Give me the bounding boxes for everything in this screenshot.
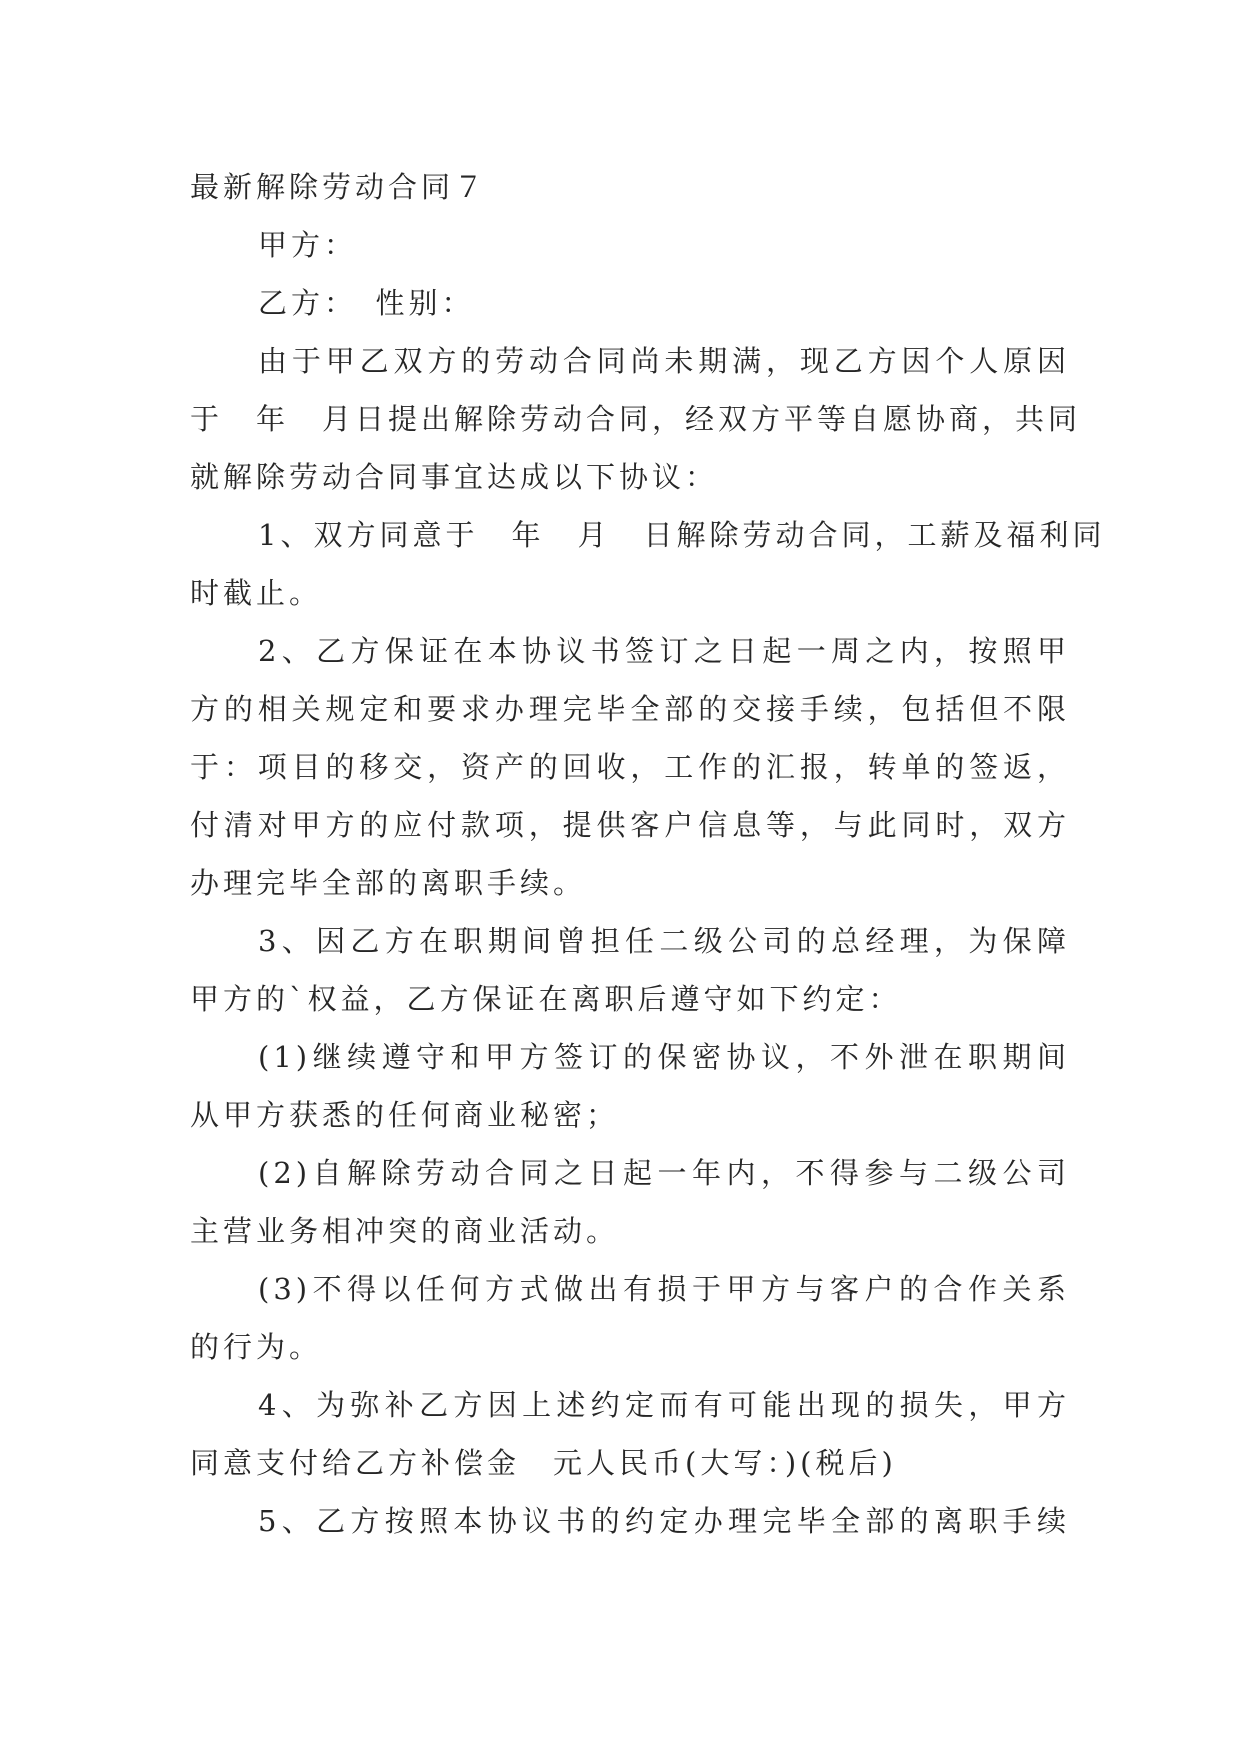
intro-line-1: 由于甲乙双方的劳动合同尚未期满，现乙方因个人原因 bbox=[258, 344, 1070, 378]
sub-clause-3-line-2: 的行为。 bbox=[190, 1330, 323, 1364]
clause-1-line-1: 1、双方同意于 年 月 日解除劳动合同，工薪及福利同 bbox=[258, 518, 1106, 552]
clause-4-line-1: 4、为弥补乙方因上述约定而有可能出现的损失，甲方 bbox=[258, 1388, 1070, 1422]
clause-2-line-3: 于：项目的移交，资产的回收，工作的汇报，转单的签返， bbox=[190, 750, 1070, 784]
clause-2-line-1: 2、乙方保证在本协议书签订之日起一周之内，按照甲 bbox=[258, 634, 1070, 668]
intro-line-3: 就解除劳动合同事宜达成以下协议： bbox=[190, 460, 719, 494]
document-body bbox=[190, 158, 1106, 1550]
clause-2-line-4: 付清对甲方的应付款项，提供客户信息等，与此同时，双方 bbox=[190, 808, 1070, 842]
party-a-line: 甲方： bbox=[258, 228, 358, 262]
clause-3-line-1: 3、因乙方在职期间曾担任二级公司的总经理，为保障 bbox=[258, 924, 1070, 958]
intro-line-2: 于 年 月日提出解除劳动合同，经双方平等自愿协商，共同 bbox=[190, 402, 1082, 436]
clause-5-line-1: 5、乙方按照本协议书的约定办理完毕全部的离职手续 bbox=[258, 1504, 1070, 1538]
sub-clause-1-line-1: (1)继续遵守和甲方签订的保密协议，不外泄在职期间 bbox=[258, 1040, 1070, 1074]
document-title: 最新解除劳动合同７ bbox=[190, 170, 488, 204]
clause-3-line-2: 甲方的`权益，乙方保证在离职后遵守如下约定： bbox=[190, 982, 902, 1016]
clause-2-line-5: 办理完毕全部的离职手续。 bbox=[190, 866, 587, 900]
sub-clause-2-line-2: 主营业务相冲突的商业活动。 bbox=[190, 1214, 620, 1248]
party-b-line: 乙方： 性别： bbox=[258, 286, 475, 320]
clause-2-line-2: 方的相关规定和要求办理完毕全部的交接手续，包括但不限 bbox=[190, 692, 1070, 726]
clause-1-line-2: 时截止。 bbox=[190, 576, 323, 610]
sub-clause-2-line-1: (2)自解除劳动合同之日起一年内，不得参与二级公司 bbox=[258, 1156, 1070, 1190]
sub-clause-3-line-1: (3)不得以任何方式做出有损于甲方与客户的合作关系 bbox=[258, 1272, 1070, 1306]
sub-clause-1-line-2: 从甲方获悉的任何商业秘密； bbox=[190, 1098, 620, 1132]
clause-4-line-2: 同意支付给乙方补偿金 元人民币(大写：)(税后) bbox=[190, 1446, 897, 1480]
